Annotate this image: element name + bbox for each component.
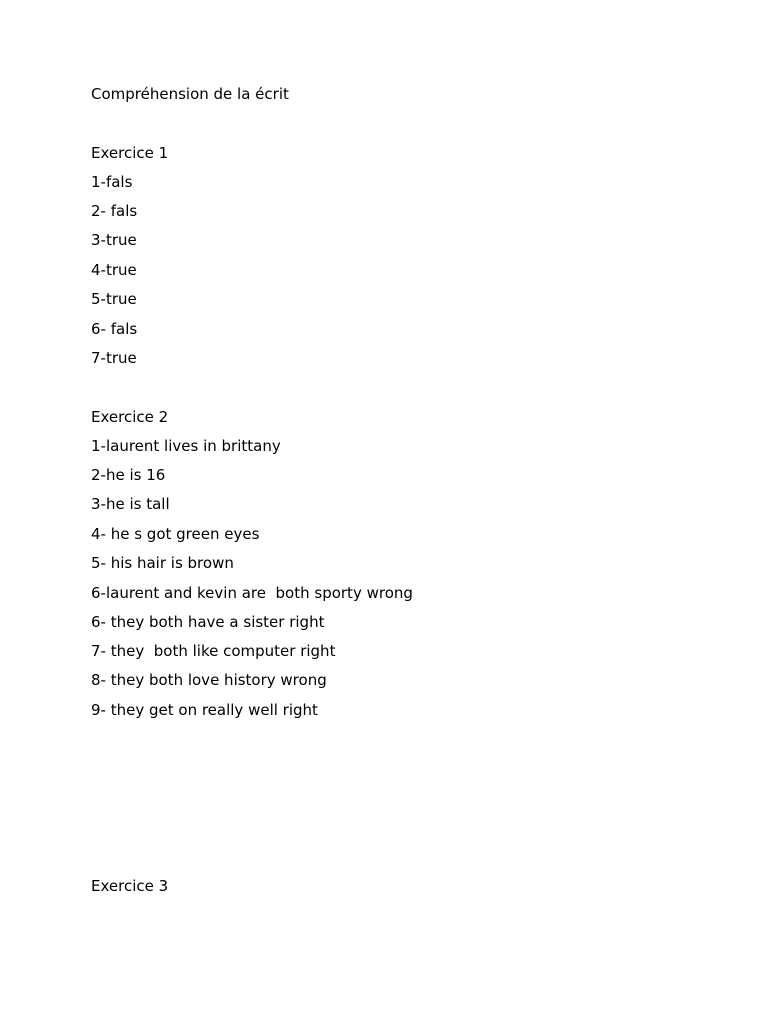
exercise-1-answer: 5-true [91, 290, 137, 308]
exercise-3-heading: Exercice 3 [91, 877, 169, 895]
exercise-2-answer: 7- they both like computer right [91, 642, 336, 660]
exercise-2-answer: 6-laurent and kevin are both sporty wrong [91, 584, 413, 602]
exercise-2-answer: 9- they get on really well right [91, 701, 318, 719]
document-title: Compréhension de la écrit [91, 85, 289, 103]
exercise-1-answer: 7-true [91, 349, 137, 367]
exercise-1-heading: Exercice 1 [91, 144, 169, 162]
exercise-2-answer: 1-laurent lives in brittany [91, 437, 281, 455]
exercise-1-answer: 2- fals [91, 202, 138, 220]
exercise-1-answer: 4-true [91, 261, 137, 279]
exercise-2-answer: 8- they both love history wrong [91, 671, 327, 689]
exercise-1-answer: 6- fals [91, 320, 138, 338]
exercise-2-answer: 5- his hair is brown [91, 554, 234, 572]
exercise-2-answer: 3-he is tall [91, 495, 170, 513]
exercise-2-heading: Exercice 2 [91, 408, 169, 426]
exercise-1-answer: 3-true [91, 231, 137, 249]
exercise-1-answer: 1-fals [91, 173, 133, 191]
exercise-2-answer: 4- he s got green eyes [91, 525, 260, 543]
exercise-2-answer: 6- they both have a sister right [91, 613, 325, 631]
exercise-2-answer: 2-he is 16 [91, 466, 166, 484]
